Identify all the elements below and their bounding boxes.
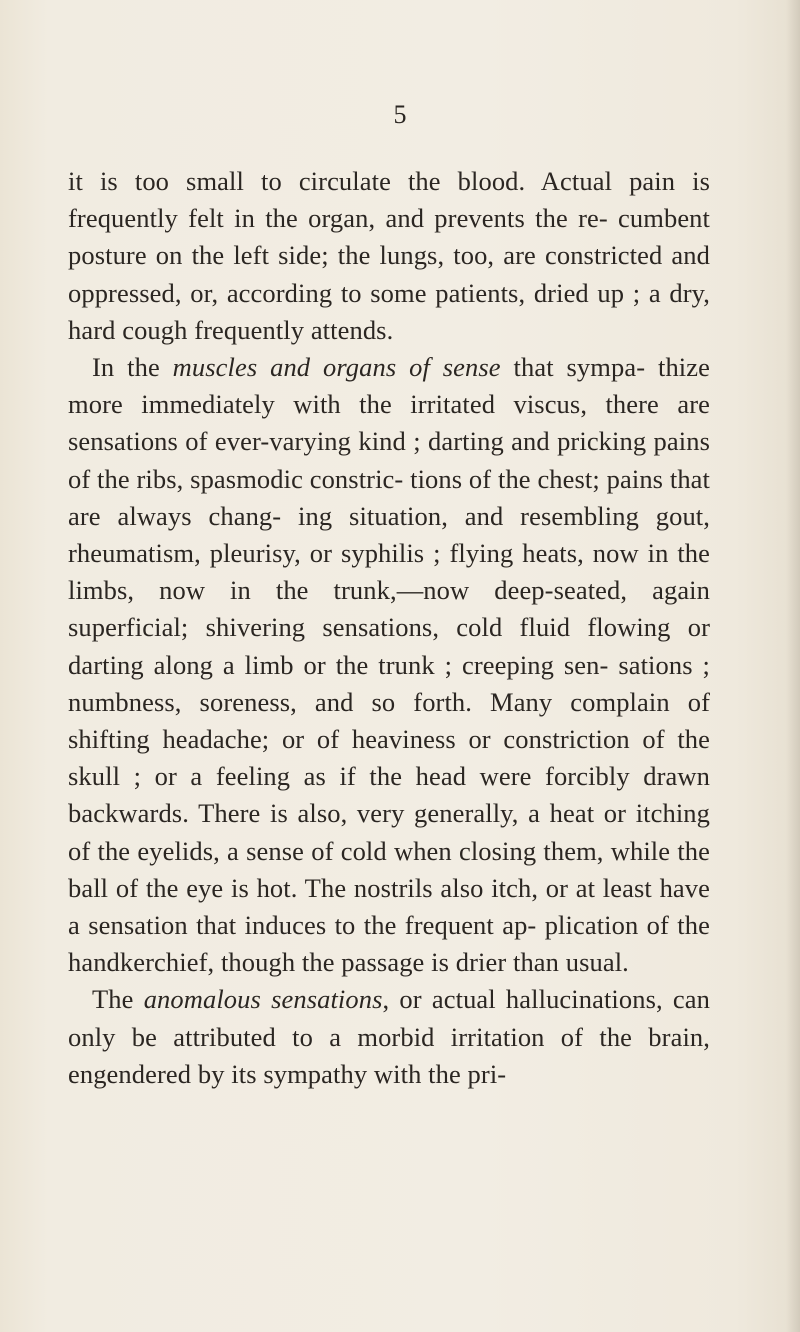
paragraph-2-lead: In the <box>92 352 173 383</box>
paragraph-2 <box>68 349 710 981</box>
paragraph-2-emphasis: muscles and organs of sense <box>172 352 501 383</box>
paragraph-3-lead: The <box>92 984 144 1015</box>
paragraph-2-text: that sympa- thize more immediately with the irritated viscus, there are sensations of ever-varying kind ; darting and pricking pains of the ribs, spasmodic constric- tions of the chest; pains that are always chang- ing situation, and resembling gout, rheumatism, pleurisy, or syphilis ; flying heats, now in the limbs, now in the trunk,—now deep-seated, again superficial; shivering sensations, cold fluid flowing or darting along a limb or the trunk ; creeping sen- sations ; numbness, soreness, and so forth. Many complain of shifting headache; or of heaviness or constriction of the skull ; or a feeling as if the head were forcibly drawn backwards. There is also, very generally, a heat or itching of the eyelids, a sense of cold when closing them, while the ball of the eye is hot. The nostrils also itch, or at least have a sensation that induces to the frequent ap- plication of the handkerchief, though the passage is drier than usual. <box>68 352 710 978</box>
paragraph-3 <box>68 981 710 1093</box>
paragraph-1 <box>68 163 710 349</box>
paragraph-3-emphasis: anomalous sensations <box>143 984 383 1015</box>
paragraph-1-text: it is too small to circulate the blood. Actual pain is frequently felt in the organ, and prevents the re- cumbent posture on the left side; the lungs, too, are constricted and oppressed, or, according to some patients, dried up ; a dry, hard cough frequently attends. <box>68 166 710 345</box>
page-number: 5 <box>393 100 407 129</box>
paragraph-3-text: , or actual hallucinations, can only be attributed to a morbid irritation of the brain, engendered by its sympathy with the pri- <box>68 984 710 1089</box>
body-text <box>68 163 710 1093</box>
page-edge-shadow <box>786 0 800 1332</box>
